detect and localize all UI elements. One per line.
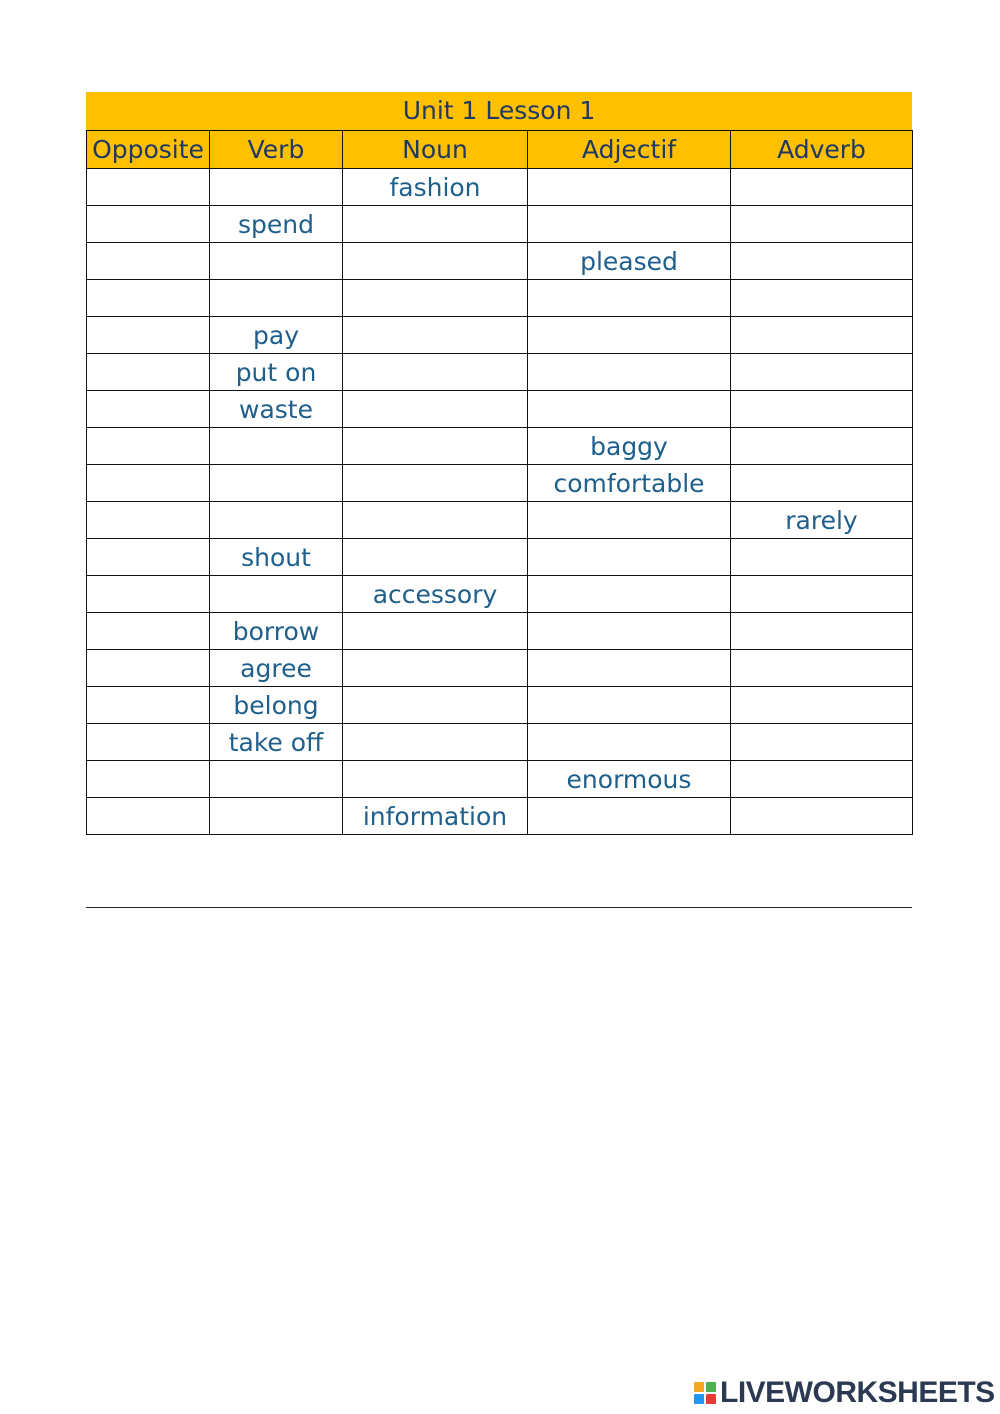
header-row <box>87 131 913 169</box>
answer-cell-noun[interactable] <box>343 243 528 280</box>
answer-cell-noun[interactable] <box>343 428 528 465</box>
answer-cell-verb[interactable] <box>210 280 343 317</box>
answer-cell-adjectif[interactable] <box>528 650 731 687</box>
table-row <box>87 724 913 761</box>
word-cell-verb: borrow <box>210 613 343 650</box>
answer-cell-noun[interactable] <box>343 465 528 502</box>
answer-cell-adverb[interactable] <box>731 243 913 280</box>
table-row <box>87 798 913 835</box>
table-row <box>87 169 913 206</box>
table-row <box>87 687 913 724</box>
answer-cell-noun[interactable] <box>343 206 528 243</box>
logo-square <box>706 1382 716 1392</box>
answer-cell-adjectif[interactable] <box>528 687 731 724</box>
answer-cell-opposite[interactable] <box>87 465 210 502</box>
answer-cell-opposite[interactable] <box>87 576 210 613</box>
worksheet-title: Unit 1 Lesson 1 <box>86 92 912 130</box>
answer-cell-adverb[interactable] <box>731 539 913 576</box>
answer-cell-adjectif[interactable] <box>528 317 731 354</box>
word-cell-adjectif: enormous <box>528 761 731 798</box>
answer-cell-adverb[interactable] <box>731 317 913 354</box>
answer-cell-verb[interactable] <box>210 761 343 798</box>
answer-cell-adjectif[interactable] <box>528 502 731 539</box>
table-row <box>87 502 913 539</box>
table-row <box>87 280 913 317</box>
table-body <box>87 169 913 835</box>
word-cell-verb: shout <box>210 539 343 576</box>
answer-cell-adverb[interactable] <box>731 465 913 502</box>
answer-cell-adverb[interactable] <box>731 687 913 724</box>
answer-cell-opposite[interactable] <box>87 724 210 761</box>
answer-cell-adjectif[interactable] <box>528 169 731 206</box>
answer-cell-noun[interactable] <box>343 502 528 539</box>
answer-cell-opposite[interactable] <box>87 687 210 724</box>
answer-cell-noun[interactable] <box>343 317 528 354</box>
answer-cell-adverb[interactable] <box>731 613 913 650</box>
worksheet-table-container <box>86 92 912 835</box>
word-cell-adjectif: baggy <box>528 428 731 465</box>
word-cell-verb: spend <box>210 206 343 243</box>
answer-cell-opposite[interactable] <box>87 798 210 835</box>
answer-cell-opposite[interactable] <box>87 317 210 354</box>
logo-square <box>706 1394 716 1404</box>
answer-cell-adverb[interactable] <box>731 724 913 761</box>
answer-cell-opposite[interactable] <box>87 354 210 391</box>
answer-cell-opposite[interactable] <box>87 280 210 317</box>
answer-cell-opposite[interactable] <box>87 169 210 206</box>
answer-cell-adverb[interactable] <box>731 798 913 835</box>
table-row <box>87 650 913 687</box>
word-cell-verb: agree <box>210 650 343 687</box>
answer-cell-verb[interactable] <box>210 798 343 835</box>
answer-cell-adjectif[interactable] <box>528 206 731 243</box>
answer-cell-noun[interactable] <box>343 687 528 724</box>
answer-cell-adverb[interactable] <box>731 169 913 206</box>
word-cell-noun: information <box>343 798 528 835</box>
word-cell-adjectif: comfortable <box>528 465 731 502</box>
answer-cell-verb[interactable] <box>210 243 343 280</box>
answer-cell-adverb[interactable] <box>731 280 913 317</box>
answer-divider-line <box>86 907 912 908</box>
table-row <box>87 243 913 280</box>
answer-cell-adjectif[interactable] <box>528 539 731 576</box>
word-cell-verb: waste <box>210 391 343 428</box>
column-header-verb: Verb <box>210 131 343 169</box>
answer-cell-noun[interactable] <box>343 539 528 576</box>
answer-cell-adverb[interactable] <box>731 428 913 465</box>
table-row <box>87 576 913 613</box>
answer-cell-opposite[interactable] <box>87 206 210 243</box>
table-row <box>87 465 913 502</box>
word-cell-noun: fashion <box>343 169 528 206</box>
answer-cell-opposite[interactable] <box>87 613 210 650</box>
answer-cell-verb[interactable] <box>210 169 343 206</box>
table-row <box>87 613 913 650</box>
answer-cell-noun[interactable] <box>343 391 528 428</box>
answer-cell-opposite[interactable] <box>87 428 210 465</box>
answer-cell-adjectif[interactable] <box>528 354 731 391</box>
answer-cell-opposite[interactable] <box>87 502 210 539</box>
column-header-noun: Noun <box>343 131 528 169</box>
word-cell-verb: belong <box>210 687 343 724</box>
answer-cell-adverb[interactable] <box>731 650 913 687</box>
answer-cell-noun[interactable] <box>343 613 528 650</box>
column-header-adverb: Adverb <box>731 131 913 169</box>
logo-square <box>694 1394 704 1404</box>
answer-cell-verb[interactable] <box>210 428 343 465</box>
answer-cell-opposite[interactable] <box>87 761 210 798</box>
table-row <box>87 428 913 465</box>
answer-cell-adjectif[interactable] <box>528 724 731 761</box>
answer-cell-noun[interactable] <box>343 761 528 798</box>
answer-cell-verb[interactable] <box>210 502 343 539</box>
answer-cell-opposite[interactable] <box>87 391 210 428</box>
answer-cell-adjectif[interactable] <box>528 613 731 650</box>
column-header-opposite: Opposite <box>87 131 210 169</box>
table-row <box>87 539 913 576</box>
table-row <box>87 761 913 798</box>
answer-cell-adverb[interactable] <box>731 576 913 613</box>
word-forms-table <box>86 130 913 835</box>
table-row <box>87 391 913 428</box>
table-row <box>87 317 913 354</box>
answer-cell-noun[interactable] <box>343 650 528 687</box>
answer-cell-noun[interactable] <box>343 724 528 761</box>
answer-cell-opposite[interactable] <box>87 243 210 280</box>
logo-square <box>694 1382 704 1392</box>
answer-cell-verb[interactable] <box>210 576 343 613</box>
liveworksheets-logo-icon <box>694 1382 716 1404</box>
word-cell-noun: accessory <box>343 576 528 613</box>
answer-cell-noun[interactable] <box>343 280 528 317</box>
word-cell-verb: pay <box>210 317 343 354</box>
answer-cell-adverb[interactable] <box>731 761 913 798</box>
word-cell-verb: put on <box>210 354 343 391</box>
answer-cell-adjectif[interactable] <box>528 391 731 428</box>
column-header-adjectif: Adjectif <box>528 131 731 169</box>
answer-cell-adverb[interactable] <box>731 354 913 391</box>
answer-cell-opposite[interactable] <box>87 650 210 687</box>
answer-cell-adjectif[interactable] <box>528 280 731 317</box>
answer-cell-opposite[interactable] <box>87 539 210 576</box>
word-cell-adverb: rarely <box>731 502 913 539</box>
answer-cell-verb[interactable] <box>210 465 343 502</box>
word-cell-verb: take off <box>210 724 343 761</box>
answer-cell-adjectif[interactable] <box>528 798 731 835</box>
answer-cell-noun[interactable] <box>343 354 528 391</box>
table-row <box>87 354 913 391</box>
brand-name: LIVEWORKSHEETS <box>720 1376 995 1409</box>
answer-cell-adjectif[interactable] <box>528 576 731 613</box>
answer-cell-adverb[interactable] <box>731 391 913 428</box>
table-row <box>87 206 913 243</box>
footer-brand <box>694 1376 995 1410</box>
answer-cell-adverb[interactable] <box>731 206 913 243</box>
word-cell-adjectif: pleased <box>528 243 731 280</box>
